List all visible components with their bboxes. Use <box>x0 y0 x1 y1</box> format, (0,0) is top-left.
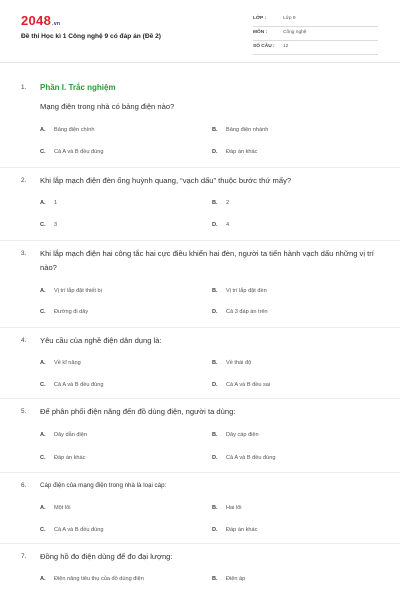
meta-label: MÔN : <box>253 30 268 35</box>
option-a[interactable] <box>40 505 70 511</box>
option-letter: C. <box>40 382 46 388</box>
site-logo[interactable] <box>21 13 60 28</box>
option-letter: D. <box>212 382 218 388</box>
option-text: 3 <box>54 222 58 228</box>
option-b[interactable] <box>212 200 229 206</box>
question-divider <box>0 240 400 241</box>
option-c[interactable] <box>40 222 57 228</box>
question-text: Mạng điện trong nhà có bảng điện nào? <box>40 102 175 111</box>
option-text: Bảng điện chính <box>54 127 95 133</box>
meta-value: 12 <box>283 44 289 49</box>
question-number: 1. <box>21 84 27 91</box>
logo-text: 2048 <box>21 13 52 28</box>
meta-label: SỐ CÂU : <box>253 44 275 49</box>
meta-row-subject <box>253 29 378 41</box>
question-divider <box>0 398 400 399</box>
option-text: 1 <box>54 200 58 206</box>
section-title: Phần I. Trắc nghiệm <box>40 83 116 92</box>
option-letter: C. <box>40 527 46 533</box>
option-text: Cả A và B đều đúng <box>226 455 276 461</box>
page-header <box>0 0 400 63</box>
option-b[interactable] <box>212 360 251 366</box>
option-a[interactable] <box>40 576 144 582</box>
option-text: Điện năng tiêu thụ của đồ dùng điện <box>54 576 144 582</box>
option-text: Một lõi <box>54 505 71 511</box>
option-letter: B. <box>212 127 218 133</box>
option-d[interactable] <box>212 309 268 315</box>
option-text: Hai lõi <box>226 505 242 511</box>
option-b[interactable] <box>212 288 267 294</box>
question-number: 3. <box>21 250 27 257</box>
meta-label: LỚP : <box>253 16 267 21</box>
option-letter: C. <box>40 222 46 228</box>
option-d[interactable] <box>212 149 257 155</box>
option-letter: A. <box>40 360 46 366</box>
option-text: Bảng điện nhánh <box>226 127 269 133</box>
option-a[interactable] <box>40 288 102 294</box>
option-letter: D. <box>212 309 218 315</box>
option-b[interactable] <box>212 505 242 511</box>
option-d[interactable] <box>212 222 229 228</box>
option-letter: D. <box>212 527 218 533</box>
question-number: 4. <box>21 337 27 344</box>
option-b[interactable] <box>212 576 245 582</box>
option-text: Đường đi dây <box>54 309 89 315</box>
option-c[interactable] <box>40 455 85 461</box>
option-text: Đáp án khác <box>54 455 86 461</box>
option-text: Đáp án khác <box>226 149 258 155</box>
option-letter: A. <box>40 576 46 582</box>
option-text: Đáp án khác <box>226 527 258 533</box>
option-text: Cả A và B đều đúng <box>54 382 104 388</box>
option-letter: B. <box>212 200 218 206</box>
option-text: 4 <box>226 222 230 228</box>
question-number: 5. <box>21 408 27 415</box>
question-text: Khi lắp mạch điện hai công tắc hai cực điều khiển hai đèn, người ta tiến hành vạch dấu những vị trí nào? <box>40 249 374 272</box>
option-text: Cả A và B đều sai <box>226 382 271 388</box>
option-letter: A. <box>40 288 46 294</box>
option-letter: B. <box>212 432 218 438</box>
option-letter: A. <box>40 127 46 133</box>
option-letter: B. <box>212 505 218 511</box>
option-letter: B. <box>212 576 218 582</box>
question-divider <box>0 472 400 473</box>
question-text: Yêu cầu của nghề điện dân dụng là: <box>40 336 162 345</box>
option-a[interactable] <box>40 127 94 133</box>
option-c[interactable] <box>40 527 103 533</box>
question-number: 6. <box>21 482 27 489</box>
option-b[interactable] <box>212 127 268 133</box>
question-divider <box>0 167 400 168</box>
option-c[interactable] <box>40 309 88 315</box>
option-text: Dây dẫn điện <box>54 432 87 438</box>
meta-row-question-count <box>253 43 378 55</box>
meta-row-grade <box>253 15 378 27</box>
option-a[interactable] <box>40 360 81 366</box>
option-text: Cả 3 đáp án trên <box>226 309 268 315</box>
question-number: 2. <box>21 177 27 184</box>
option-text: Dây cáp điện <box>226 432 259 438</box>
option-letter: B. <box>212 360 218 366</box>
option-d[interactable] <box>212 455 275 461</box>
option-b[interactable] <box>212 432 259 438</box>
option-text: 2 <box>226 200 230 206</box>
question-text: Khi lắp mạch điện đèn ống huỳnh quang, “vạch dấu” thuộc bước thứ mấy? <box>40 176 292 185</box>
question-number: 7. <box>21 553 27 560</box>
option-c[interactable] <box>40 382 103 388</box>
option-letter: B. <box>212 288 218 294</box>
option-d[interactable] <box>212 382 270 388</box>
question-divider <box>0 543 400 544</box>
option-c[interactable] <box>40 149 103 155</box>
option-letter: D. <box>212 222 218 228</box>
option-text: Vị trí lắp đặt thiết bị <box>54 288 102 294</box>
meta-value: Lớp 9 <box>283 16 296 21</box>
option-text: Cả A và B đều đúng <box>54 149 104 155</box>
option-letter: C. <box>40 309 46 315</box>
option-letter: D. <box>212 149 218 155</box>
question-text: Để phân phối điện năng đến đồ dùng điện, người ta dùng: <box>40 407 236 416</box>
option-letter: C. <box>40 455 46 461</box>
question-text: Đồng hồ đo điện dùng để đo đại lượng: <box>40 552 173 561</box>
option-letter: C. <box>40 149 46 155</box>
option-d[interactable] <box>212 527 257 533</box>
option-letter: A. <box>40 432 46 438</box>
option-a[interactable] <box>40 432 87 438</box>
option-text: Cả A và B đều đúng <box>54 527 104 533</box>
option-text: Về kĩ năng <box>54 360 81 366</box>
option-letter: A. <box>40 505 46 511</box>
option-text: Về thái độ <box>226 360 252 366</box>
option-letter: D. <box>212 455 218 461</box>
option-text: Vị trí lắp đặt đèn <box>226 288 267 294</box>
logo-tld: .vn <box>52 21 61 27</box>
question-divider <box>0 327 400 328</box>
meta-value: Công nghệ <box>283 30 307 35</box>
option-text: Điện áp <box>226 576 246 582</box>
exam-title: Đề thi Học kì 1 Công nghệ 9 có đáp án (Đề 2) <box>21 33 161 40</box>
option-letter: A. <box>40 200 46 206</box>
question-text: Cáp điện của mạng điện trong nhà là loại cáp: <box>40 482 167 489</box>
option-a[interactable] <box>40 200 57 206</box>
